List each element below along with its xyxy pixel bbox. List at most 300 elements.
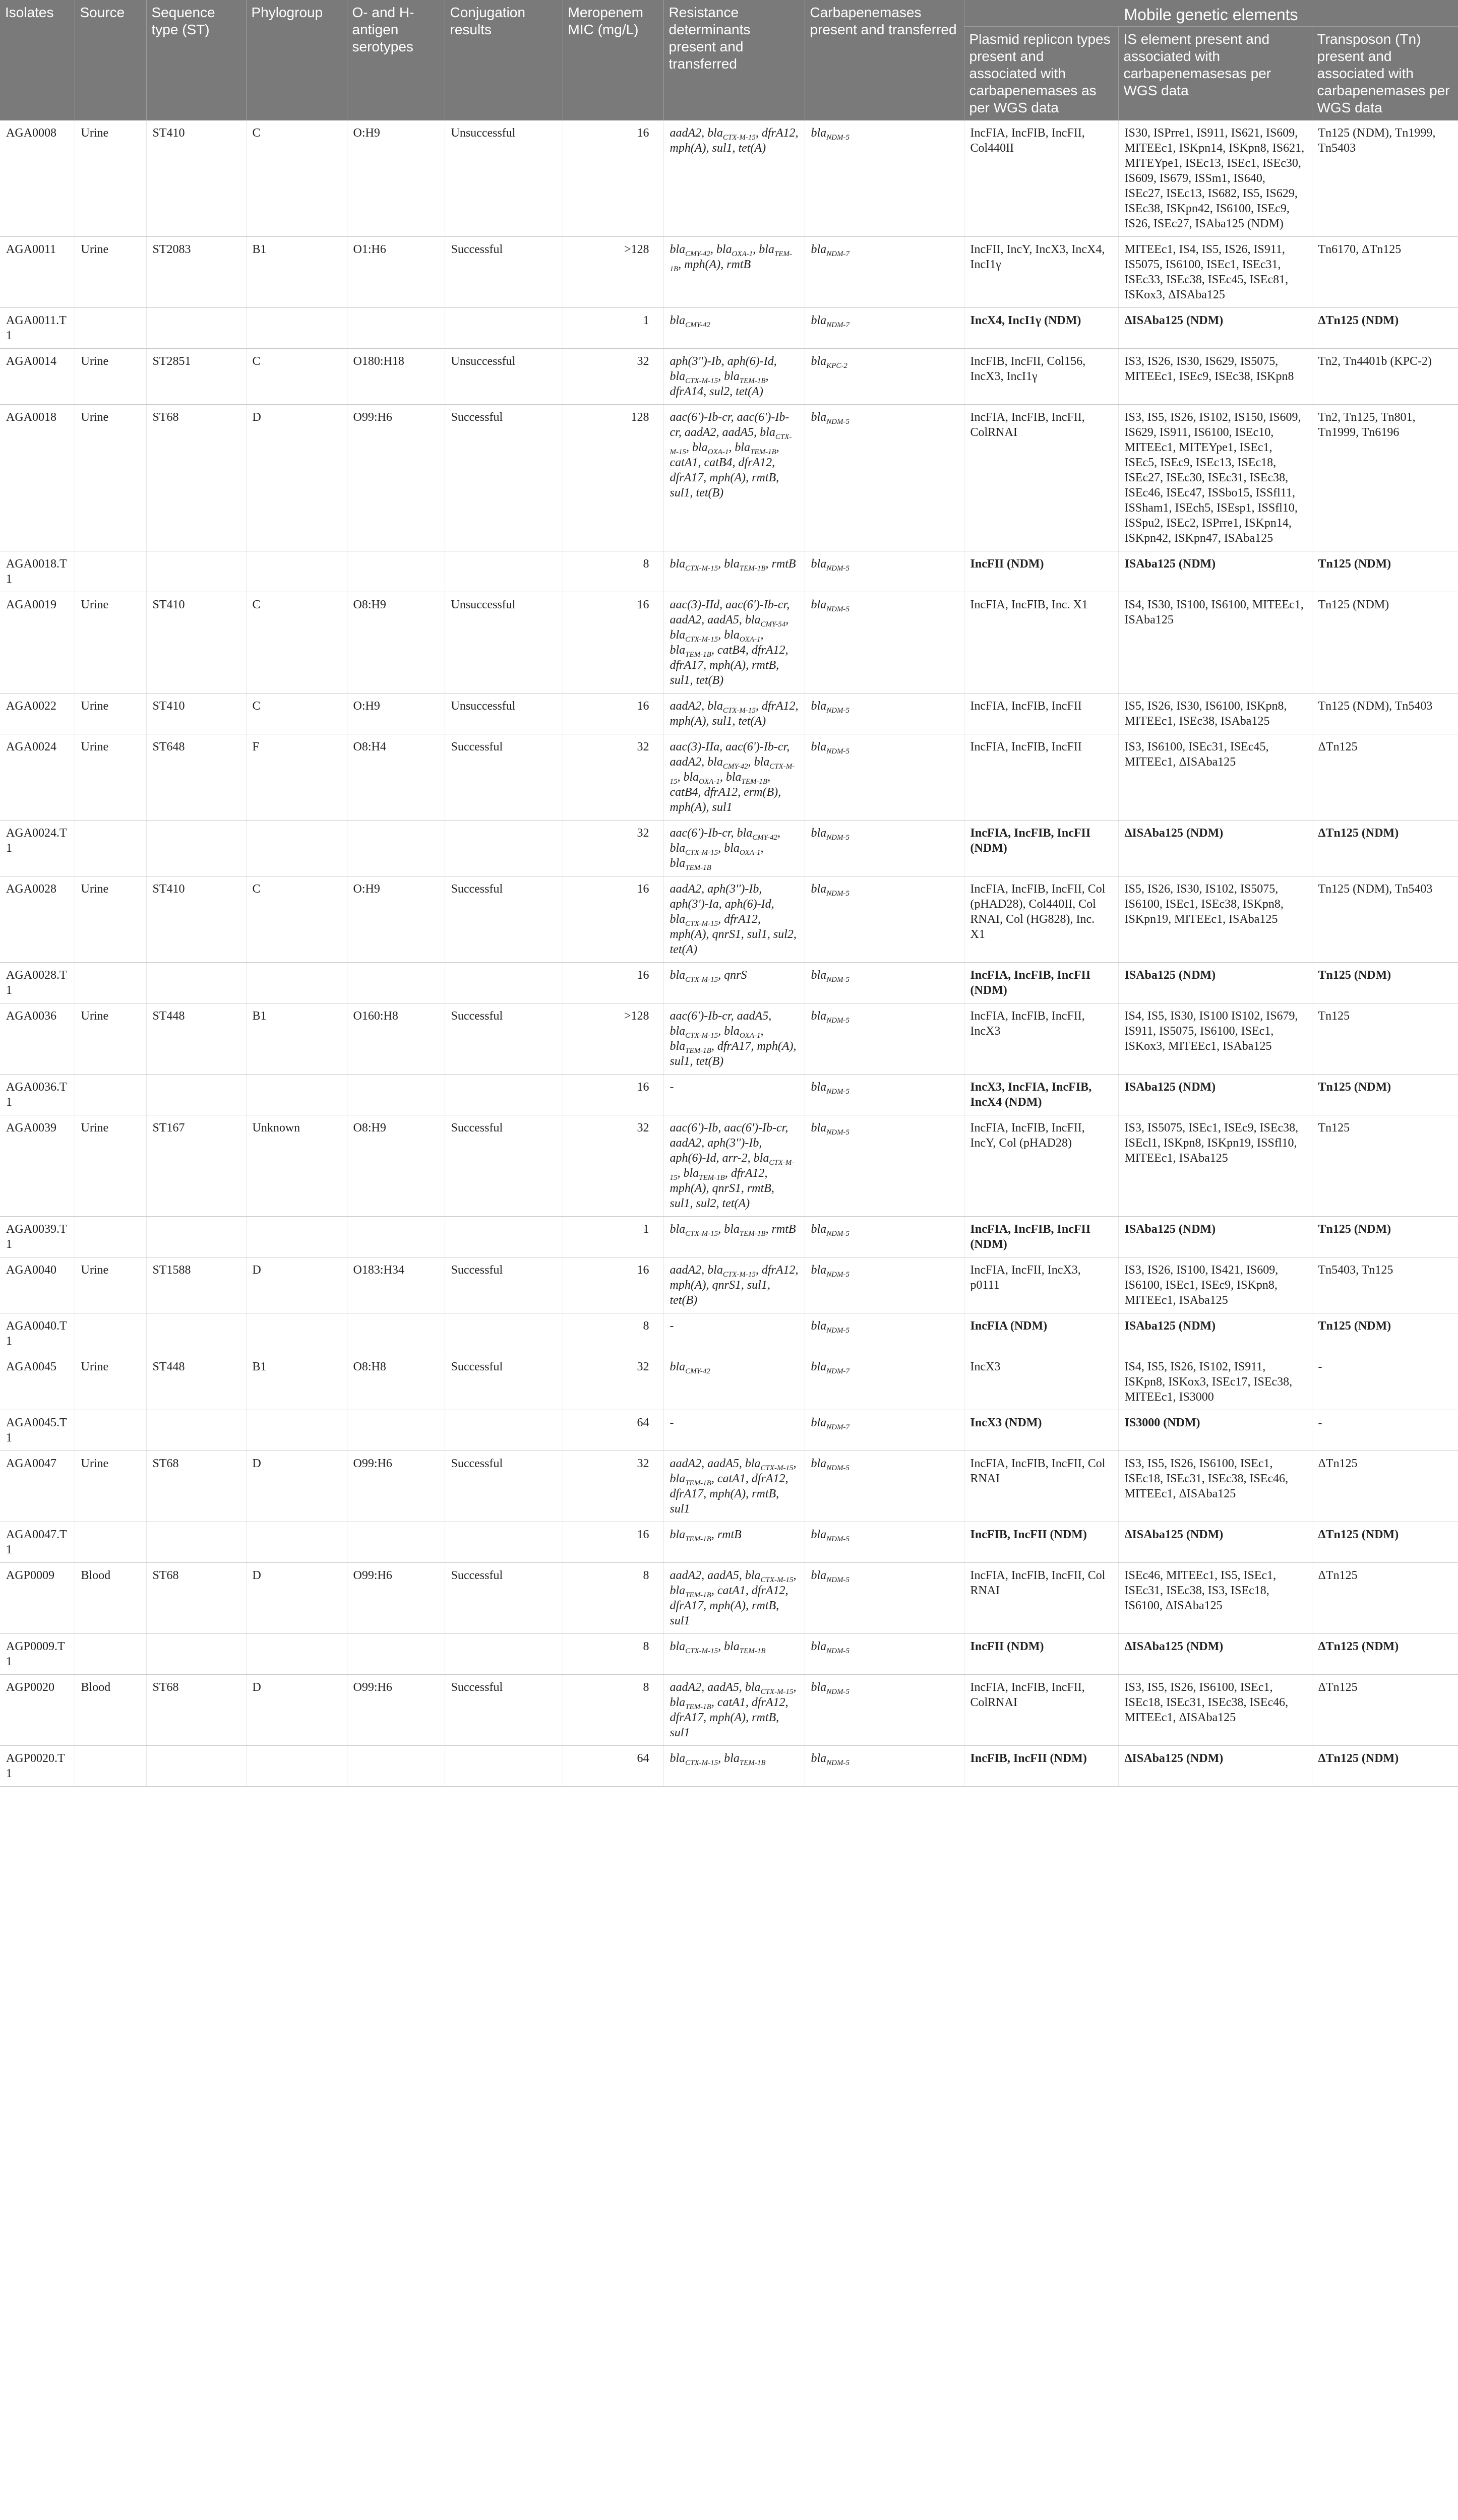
cell-mic: 32 bbox=[563, 1451, 663, 1522]
cell-plasmid: IncFIA, IncFIB, IncFII bbox=[964, 734, 1118, 821]
cell-is-element: ISAba125 (NDM) bbox=[1118, 1217, 1312, 1257]
cell-conjugation bbox=[445, 1522, 563, 1563]
cell-serotype: O8:H9 bbox=[347, 1115, 445, 1217]
cell-plasmid: IncFII, IncY, IncX3, IncX4, IncI1γ bbox=[964, 237, 1118, 308]
table-row bbox=[0, 963, 1458, 1003]
table-row bbox=[0, 1075, 1458, 1115]
cell-carbapenemase: bla$_{NDM-5}$ bbox=[805, 1522, 964, 1563]
cell-serotype bbox=[347, 1313, 445, 1354]
cell-resistance: bla$_{CMY-42}$ bbox=[663, 308, 805, 349]
cell-source bbox=[75, 821, 146, 876]
cell-source: Urine bbox=[75, 876, 146, 963]
cell-sequence-type: ST448 bbox=[146, 1003, 246, 1075]
cell-conjugation bbox=[445, 1410, 563, 1451]
cell-isolate: AGA0018.T1 bbox=[0, 551, 75, 592]
cell-mic: 128 bbox=[563, 405, 663, 551]
cell-serotype: O183:H34 bbox=[347, 1257, 445, 1313]
cell-isolate: AGA0040.T1 bbox=[0, 1313, 75, 1354]
cell-plasmid: IncFIA, IncFIB, IncFII, IncX3 bbox=[964, 1003, 1118, 1075]
cell-transposon: Tn125 (NDM) bbox=[1312, 1217, 1458, 1257]
cell-source bbox=[75, 1522, 146, 1563]
cell-is-element: IS3, IS5, IS26, IS102, IS150, IS609, IS629, IS911, IS6100, ISEc10, MITEEc1, MITEYpe1, ISEc1, ISEc5, ISEc9, ISEc13, ISEc18, ISEc27, ISEc30, ISEc31, ISEc38, ISEc46, ISEc47, ISSbo15, ISSfl11, ISSham1, ISEch5, ISEsp1, ISSfl10, ISSpu2, ISEc2, ISPrre1, ISKpn14, ISKpn42, ISKpn47, ISAba125 bbox=[1118, 405, 1312, 551]
cell-resistance: aac(6')-Ib, aac(6')-Ib-cr, aadA2, aph(3'')-Ib, aph(6)-Id, arr-2, bla$_{CTX-M-15}$, bla$_{TEM-1B}$, dfrA12, mph(A), qnrS1, rmtB, sul1, sul2, tet(A) bbox=[663, 1115, 805, 1217]
cell-is-element: IS30, ISPrre1, IS911, IS621, IS609, MITEEc1, ISKpn14, ISKpn8, IS621, MITEYpe1, ISEc13, ISEc1, ISEc30, IS609, IS679, ISSm1, IS640, ISEc27, ISEc13, IS682, IS5, IS629, ISEc38, ISKpn42, IS6100, ISEc9, IS26, ISEc27, ISAba125 (NDM) bbox=[1118, 120, 1312, 237]
cell-resistance: bla$_{CTX-M-15}$, bla$_{TEM-1B}$, rmtB bbox=[663, 1217, 805, 1257]
cell-phylogroup bbox=[246, 963, 347, 1003]
cell-phylogroup: D bbox=[246, 1257, 347, 1313]
cell-is-element: IS3, IS26, IS100, IS421, IS609, IS6100, ISEc1, ISEc9, ISKpn8, MITEEc1, ISAba125 bbox=[1118, 1257, 1312, 1313]
cell-conjugation: Unsuccessful bbox=[445, 349, 563, 405]
table-row bbox=[0, 592, 1458, 694]
cell-transposon: Tn125 bbox=[1312, 1003, 1458, 1075]
cell-source: Urine bbox=[75, 1354, 146, 1410]
cell-mic: 32 bbox=[563, 821, 663, 876]
cell-isolate: AGA0024 bbox=[0, 734, 75, 821]
cell-phylogroup: Unknown bbox=[246, 1115, 347, 1217]
cell-isolate: AGA0028 bbox=[0, 876, 75, 963]
cell-sequence-type: ST2083 bbox=[146, 237, 246, 308]
cell-resistance: aac(6')-Ib-cr, aadA5, bla$_{CTX-M-15}$, bla$_{OXA-1}$, bla$_{TEM-1B}$, dfrA17, mph(A), sul1, tet(B) bbox=[663, 1003, 805, 1075]
cell-is-element: ΔISAba125 (NDM) bbox=[1118, 1634, 1312, 1675]
cell-plasmid: IncX3 (NDM) bbox=[964, 1410, 1118, 1451]
cell-carbapenemase: bla$_{NDM-5}$ bbox=[805, 405, 964, 551]
cell-plasmid: IncFIB, IncFII (NDM) bbox=[964, 1746, 1118, 1787]
cell-isolate: AGA0039.T1 bbox=[0, 1217, 75, 1257]
cell-conjugation bbox=[445, 308, 563, 349]
cell-resistance: aac(3)-IId, aac(6')-Ib-cr, aadA2, aadA5, bla$_{CMY-54}$, bla$_{CTX-M-15}$, bla$_{OXA-1}$, bla$_{TEM-1B}$, catB4, dfrA12, dfrA17, mph(A), rmtB, sul1, tet(B) bbox=[663, 592, 805, 694]
cell-sequence-type bbox=[146, 1217, 246, 1257]
header-resistance: Resistance determinants present and transferred bbox=[663, 0, 805, 120]
cell-isolate: AGA0045.T1 bbox=[0, 1410, 75, 1451]
cell-carbapenemase: bla$_{NDM-7}$ bbox=[805, 1354, 964, 1410]
cell-carbapenemase: bla$_{NDM-5}$ bbox=[805, 1257, 964, 1313]
cell-isolate: AGA0047.T1 bbox=[0, 1522, 75, 1563]
cell-mic: 16 bbox=[563, 963, 663, 1003]
cell-transposon: Tn125 (NDM) bbox=[1312, 592, 1458, 694]
cell-serotype: O99:H6 bbox=[347, 1451, 445, 1522]
cell-serotype bbox=[347, 1410, 445, 1451]
cell-isolate: AGA0036.T1 bbox=[0, 1075, 75, 1115]
cell-resistance: aac(3)-IIa, aac(6')-Ib-cr, aadA2, bla$_{CMY-42}$, bla$_{CTX-M-15}$, bla$_{OXA-1}$, bla$_{TEM-1B}$, catB4, dfrA12, erm(B), mph(A), sul1 bbox=[663, 734, 805, 821]
cell-source: Urine bbox=[75, 405, 146, 551]
cell-sequence-type bbox=[146, 1522, 246, 1563]
header-is-element: IS element present and associated with carbapenemasesas per WGS data bbox=[1118, 27, 1312, 121]
cell-plasmid: IncFIA, IncFIB, IncFII, Col440II bbox=[964, 120, 1118, 237]
cell-is-element: ISAba125 (NDM) bbox=[1118, 1075, 1312, 1115]
cell-source: Urine bbox=[75, 1451, 146, 1522]
cell-serotype bbox=[347, 1217, 445, 1257]
cell-is-element: IS4, IS5, IS26, IS102, IS911, ISKpn8, ISKox3, ISEc17, ISEc38, MITEEc1, IS3000 bbox=[1118, 1354, 1312, 1410]
cell-source: Blood bbox=[75, 1563, 146, 1634]
cell-plasmid: IncFIB, IncFII, Col156, IncX3, IncI1γ bbox=[964, 349, 1118, 405]
cell-is-element: IS3, IS5, IS26, IS6100, ISEc1, ISEc18, ISEc31, ISEc38, ISEc46, MITEEc1, ΔISAba125 bbox=[1118, 1451, 1312, 1522]
cell-carbapenemase: bla$_{NDM-7}$ bbox=[805, 308, 964, 349]
cell-plasmid: IncFII (NDM) bbox=[964, 1634, 1118, 1675]
cell-is-element: IS5, IS26, IS30, IS6100, ISKpn8, MITEEc1, ISEc38, ISAba125 bbox=[1118, 694, 1312, 734]
cell-mic: 16 bbox=[563, 1257, 663, 1313]
cell-sequence-type: ST410 bbox=[146, 876, 246, 963]
cell-isolate: AGP0009 bbox=[0, 1563, 75, 1634]
cell-transposon: Tn125 (NDM) bbox=[1312, 551, 1458, 592]
cell-isolate: AGA0014 bbox=[0, 349, 75, 405]
cell-transposon: ΔTn125 (NDM) bbox=[1312, 821, 1458, 876]
cell-sequence-type bbox=[146, 1410, 246, 1451]
cell-source: Blood bbox=[75, 1675, 146, 1746]
cell-is-element: MITEEc1, IS4, IS5, IS26, IS911, IS5075, IS6100, ISEc1, ISEc31, ISEc33, ISEc38, ISEc45, ISEc81, ISKox3, ΔISAba125 bbox=[1118, 237, 1312, 308]
cell-carbapenemase: bla$_{NDM-5}$ bbox=[805, 1217, 964, 1257]
cell-transposon: Tn125 bbox=[1312, 1115, 1458, 1217]
cell-transposon: - bbox=[1312, 1354, 1458, 1410]
cell-serotype: O:H9 bbox=[347, 694, 445, 734]
cell-conjugation: Unsuccessful bbox=[445, 120, 563, 237]
cell-sequence-type: ST2851 bbox=[146, 349, 246, 405]
table-row bbox=[0, 1451, 1458, 1522]
cell-serotype: O160:H8 bbox=[347, 1003, 445, 1075]
cell-sequence-type bbox=[146, 1313, 246, 1354]
cell-transposon: ΔTn125 (NDM) bbox=[1312, 1746, 1458, 1787]
cell-mic: 8 bbox=[563, 1634, 663, 1675]
table-row bbox=[0, 349, 1458, 405]
cell-resistance: aadA2, aph(3'')-Ib, aph(3')-Ia, aph(6)-Id, bla$_{CTX-M-15}$, dfrA12, mph(A), qnrS1, sul1, sul2, tet(A) bbox=[663, 876, 805, 963]
cell-serotype: O99:H6 bbox=[347, 1675, 445, 1746]
cell-sequence-type: ST1588 bbox=[146, 1257, 246, 1313]
cell-conjugation: Successful bbox=[445, 405, 563, 551]
cell-mic: 8 bbox=[563, 1675, 663, 1746]
cell-transposon: ΔTn125 bbox=[1312, 734, 1458, 821]
cell-phylogroup: D bbox=[246, 1675, 347, 1746]
cell-mic: 32 bbox=[563, 349, 663, 405]
cell-phylogroup: C bbox=[246, 120, 347, 237]
cell-is-element: IS4, IS5, IS30, IS100 IS102, IS679, IS911, IS5075, IS6100, ISEc1, ISKox3, MITEEc1, ISAba125 bbox=[1118, 1003, 1312, 1075]
cell-carbapenemase: bla$_{NDM-5}$ bbox=[805, 876, 964, 963]
table-row bbox=[0, 237, 1458, 308]
cell-plasmid: IncFIA, IncFIB, IncFII (NDM) bbox=[964, 821, 1118, 876]
cell-transposon: - bbox=[1312, 1410, 1458, 1451]
cell-transposon: Tn125 (NDM), Tn5403 bbox=[1312, 876, 1458, 963]
cell-carbapenemase: bla$_{NDM-5}$ bbox=[805, 1675, 964, 1746]
cell-sequence-type: ST410 bbox=[146, 694, 246, 734]
cell-transposon: Tn125 (NDM) bbox=[1312, 963, 1458, 1003]
cell-phylogroup bbox=[246, 1217, 347, 1257]
cell-is-element: ΔISAba125 (NDM) bbox=[1118, 1522, 1312, 1563]
cell-isolate: AGP0020 bbox=[0, 1675, 75, 1746]
cell-source bbox=[75, 1746, 146, 1787]
cell-source: Urine bbox=[75, 1257, 146, 1313]
cell-isolate: AGP0009.T1 bbox=[0, 1634, 75, 1675]
cell-resistance: aac(6')-Ib-cr, bla$_{CMY-42}$, bla$_{CTX-M-15}$, bla$_{OXA-1}$, bla$_{TEM-1B}$ bbox=[663, 821, 805, 876]
cell-conjugation: Successful bbox=[445, 1003, 563, 1075]
cell-sequence-type bbox=[146, 821, 246, 876]
cell-conjugation bbox=[445, 963, 563, 1003]
cell-conjugation: Successful bbox=[445, 1257, 563, 1313]
cell-conjugation bbox=[445, 1634, 563, 1675]
table-row bbox=[0, 1354, 1458, 1410]
header-plasmid: Plasmid replicon types present and associated with carbapenemases as per WGS data bbox=[964, 27, 1118, 121]
cell-conjugation: Successful bbox=[445, 1451, 563, 1522]
cell-transposon: Tn125 (NDM) bbox=[1312, 1075, 1458, 1115]
cell-source: Urine bbox=[75, 734, 146, 821]
cell-transposon: Tn125 (NDM), Tn5403 bbox=[1312, 694, 1458, 734]
cell-isolate: AGA0040 bbox=[0, 1257, 75, 1313]
cell-carbapenemase: bla$_{NDM-5}$ bbox=[805, 1003, 964, 1075]
cell-mic: 8 bbox=[563, 1563, 663, 1634]
table-row bbox=[0, 1634, 1458, 1675]
cell-conjugation: Successful bbox=[445, 734, 563, 821]
cell-is-element: ΔISAba125 (NDM) bbox=[1118, 308, 1312, 349]
table-row bbox=[0, 405, 1458, 551]
cell-serotype: O1:H6 bbox=[347, 237, 445, 308]
header-carbapenemases: Carbapenemases present and transferred bbox=[805, 0, 964, 120]
cell-resistance: - bbox=[663, 1313, 805, 1354]
cell-sequence-type: ST68 bbox=[146, 1675, 246, 1746]
cell-is-element: IS3, IS26, IS30, IS629, IS5075, MITEEc1, ISEc9, ISEc38, ISKpn8 bbox=[1118, 349, 1312, 405]
cell-sequence-type: ST68 bbox=[146, 405, 246, 551]
cell-plasmid: IncFIA, IncFIB, IncFII, ColRNAI bbox=[964, 1675, 1118, 1746]
cell-transposon: Tn5403, Tn125 bbox=[1312, 1257, 1458, 1313]
cell-mic: 32 bbox=[563, 734, 663, 821]
table-body bbox=[0, 120, 1458, 1787]
cell-source bbox=[75, 1313, 146, 1354]
cell-isolate: AGA0024.T1 bbox=[0, 821, 75, 876]
cell-is-element: IS3, IS5, IS26, IS6100, ISEc1, ISEc18, ISEc31, ISEc38, ISEc46, MITEEc1, ΔISAba125 bbox=[1118, 1675, 1312, 1746]
cell-carbapenemase: bla$_{NDM-7}$ bbox=[805, 237, 964, 308]
cell-is-element: IS4, IS30, IS100, IS6100, MITEEc1, ISAba125 bbox=[1118, 592, 1312, 694]
cell-phylogroup bbox=[246, 1746, 347, 1787]
cell-sequence-type bbox=[146, 308, 246, 349]
cell-sequence-type bbox=[146, 1075, 246, 1115]
cell-resistance: bla$_{CTX-M-15}$, bla$_{TEM-1B}$, rmtB bbox=[663, 551, 805, 592]
table-row bbox=[0, 1410, 1458, 1451]
header-mic: Meropenem MIC (mg/L) bbox=[563, 0, 663, 120]
header-source: Source bbox=[75, 0, 146, 120]
cell-transposon: ΔTn125 (NDM) bbox=[1312, 1522, 1458, 1563]
header-conjugation: Conjugation results bbox=[445, 0, 563, 120]
cell-carbapenemase: bla$_{NDM-5}$ bbox=[805, 1746, 964, 1787]
cell-conjugation bbox=[445, 551, 563, 592]
cell-plasmid: IncFII (NDM) bbox=[964, 551, 1118, 592]
cell-is-element: ΔISAba125 (NDM) bbox=[1118, 821, 1312, 876]
cell-serotype bbox=[347, 1746, 445, 1787]
cell-carbapenemase: bla$_{NDM-5}$ bbox=[805, 551, 964, 592]
table-row bbox=[0, 1115, 1458, 1217]
cell-source bbox=[75, 1410, 146, 1451]
cell-serotype: O99:H6 bbox=[347, 1563, 445, 1634]
table-row bbox=[0, 734, 1458, 821]
cell-conjugation bbox=[445, 1217, 563, 1257]
cell-carbapenemase: bla$_{NDM-5}$ bbox=[805, 592, 964, 694]
cell-phylogroup: D bbox=[246, 1451, 347, 1522]
cell-serotype: O180:H18 bbox=[347, 349, 445, 405]
table-row bbox=[0, 308, 1458, 349]
cell-sequence-type: ST410 bbox=[146, 592, 246, 694]
cell-is-element: IS5, IS26, IS30, IS102, IS5075, IS6100, ISEc1, ISEc38, ISKpn8, ISKpn19, MITEEc1, ISAba125 bbox=[1118, 876, 1312, 963]
cell-phylogroup bbox=[246, 308, 347, 349]
cell-isolate: AGA0008 bbox=[0, 120, 75, 237]
cell-mic: 8 bbox=[563, 551, 663, 592]
cell-isolate: AGA0019 bbox=[0, 592, 75, 694]
cell-serotype bbox=[347, 551, 445, 592]
cell-conjugation: Successful bbox=[445, 237, 563, 308]
cell-mic: 16 bbox=[563, 1075, 663, 1115]
cell-phylogroup: C bbox=[246, 349, 347, 405]
cell-sequence-type: ST410 bbox=[146, 120, 246, 237]
cell-source: Urine bbox=[75, 120, 146, 237]
cell-isolate: AGA0022 bbox=[0, 694, 75, 734]
cell-plasmid: IncFIA, IncFII, IncX3, p0111 bbox=[964, 1257, 1118, 1313]
cell-mic: 8 bbox=[563, 1313, 663, 1354]
cell-is-element: IS3000 (NDM) bbox=[1118, 1410, 1312, 1451]
cell-source: Urine bbox=[75, 349, 146, 405]
cell-carbapenemase: bla$_{KPC-2}$ bbox=[805, 349, 964, 405]
cell-serotype bbox=[347, 1075, 445, 1115]
cell-carbapenemase: bla$_{NDM-5}$ bbox=[805, 120, 964, 237]
header-sequence-type: Sequence type (ST) bbox=[146, 0, 246, 120]
cell-resistance: bla$_{CTX-M-15}$, bla$_{TEM-1B}$ bbox=[663, 1634, 805, 1675]
table-row bbox=[0, 1563, 1458, 1634]
cell-plasmid: IncFIA, IncFIB, IncFII, Col RNAI bbox=[964, 1451, 1118, 1522]
table-row bbox=[0, 120, 1458, 237]
cell-resistance: aadA2, bla$_{CTX-M-15}$, dfrA12, mph(A), qnrS1, sul1, tet(B) bbox=[663, 1257, 805, 1313]
cell-sequence-type bbox=[146, 551, 246, 592]
cell-serotype: O8:H8 bbox=[347, 1354, 445, 1410]
cell-phylogroup: C bbox=[246, 876, 347, 963]
cell-conjugation: Successful bbox=[445, 876, 563, 963]
cell-resistance: bla$_{CTX-M-15}$, qnrS bbox=[663, 963, 805, 1003]
cell-transposon: ΔTn125 bbox=[1312, 1451, 1458, 1522]
cell-mic: 32 bbox=[563, 1354, 663, 1410]
cell-carbapenemase: bla$_{NDM-5}$ bbox=[805, 734, 964, 821]
table-row bbox=[0, 1675, 1458, 1746]
cell-source: Urine bbox=[75, 1115, 146, 1217]
cell-mic: >128 bbox=[563, 1003, 663, 1075]
cell-serotype: O:H9 bbox=[347, 120, 445, 237]
cell-resistance: aadA2, bla$_{CTX-M-15}$, dfrA12, mph(A), sul1, tet(A) bbox=[663, 120, 805, 237]
cell-conjugation bbox=[445, 1075, 563, 1115]
cell-is-element: ISAba125 (NDM) bbox=[1118, 551, 1312, 592]
cell-carbapenemase: bla$_{NDM-5}$ bbox=[805, 1451, 964, 1522]
cell-conjugation bbox=[445, 1313, 563, 1354]
cell-resistance: aadA2, aadA5, bla$_{CTX-M-15}$, bla$_{TEM-1B}$, catA1, dfrA12, dfrA17, mph(A), rmtB, sul1 bbox=[663, 1451, 805, 1522]
cell-plasmid: IncFIA, IncFIB, IncFII (NDM) bbox=[964, 963, 1118, 1003]
cell-phylogroup: F bbox=[246, 734, 347, 821]
table-row bbox=[0, 1217, 1458, 1257]
table-row bbox=[0, 551, 1458, 592]
cell-isolate: AGA0018 bbox=[0, 405, 75, 551]
cell-resistance: - bbox=[663, 1075, 805, 1115]
cell-conjugation: Successful bbox=[445, 1563, 563, 1634]
cell-mic: 16 bbox=[563, 592, 663, 694]
cell-sequence-type bbox=[146, 963, 246, 1003]
cell-plasmid: IncFIA (NDM) bbox=[964, 1313, 1118, 1354]
cell-source: Urine bbox=[75, 592, 146, 694]
table-row bbox=[0, 1257, 1458, 1313]
header-phylogroup: Phylogroup bbox=[246, 0, 347, 120]
cell-isolate: AGA0047 bbox=[0, 1451, 75, 1522]
cell-isolate: AGA0039 bbox=[0, 1115, 75, 1217]
cell-sequence-type bbox=[146, 1634, 246, 1675]
cell-plasmid: IncFIA, IncFIB, IncFII, ColRNAI bbox=[964, 405, 1118, 551]
cell-is-element: ISEc46, MITEEc1, IS5, ISEc1, ISEc31, ISEc38, IS3, ISEc18, IS6100, ΔISAba125 bbox=[1118, 1563, 1312, 1634]
cell-conjugation: Successful bbox=[445, 1354, 563, 1410]
cell-carbapenemase: bla$_{NDM-7}$ bbox=[805, 1410, 964, 1451]
cell-resistance: bla$_{TEM-1B}$, rmtB bbox=[663, 1522, 805, 1563]
cell-carbapenemase: bla$_{NDM-5}$ bbox=[805, 694, 964, 734]
cell-resistance: aac(6')-Ib-cr, aac(6')-Ib-cr, aadA2, aadA5, bla$_{CTX-M-15}$, bla$_{OXA-1}$, bla$_{TEM-1B}$, catA1, catB4, dfrA12, dfrA17, mph(A), rmtB, sul1, tet(B) bbox=[663, 405, 805, 551]
cell-source bbox=[75, 308, 146, 349]
cell-mic: 64 bbox=[563, 1746, 663, 1787]
cell-is-element: IS3, IS6100, ISEc31, ISEc45, MITEEc1, ΔISAba125 bbox=[1118, 734, 1312, 821]
cell-isolate: AGP0020.T1 bbox=[0, 1746, 75, 1787]
cell-phylogroup: B1 bbox=[246, 237, 347, 308]
cell-plasmid: IncFIA, IncFIB, IncFII, IncY, Col (pHAD28) bbox=[964, 1115, 1118, 1217]
table-row bbox=[0, 1313, 1458, 1354]
cell-phylogroup: D bbox=[246, 1563, 347, 1634]
cell-sequence-type: ST68 bbox=[146, 1563, 246, 1634]
cell-plasmid: IncFIA, IncFIB, Inc. X1 bbox=[964, 592, 1118, 694]
cell-resistance: aadA2, bla$_{CTX-M-15}$, dfrA12, mph(A), sul1, tet(A) bbox=[663, 694, 805, 734]
header-mobile-genetic-elements: Mobile genetic elements bbox=[964, 0, 1458, 27]
cell-sequence-type: ST68 bbox=[146, 1451, 246, 1522]
cell-transposon: Tn2, Tn125, Tn801, Tn1999, Tn6196 bbox=[1312, 405, 1458, 551]
cell-carbapenemase: bla$_{NDM-5}$ bbox=[805, 963, 964, 1003]
cell-plasmid: IncX3 bbox=[964, 1354, 1118, 1410]
cell-mic: 16 bbox=[563, 1522, 663, 1563]
cell-transposon: Tn6170, ΔTn125 bbox=[1312, 237, 1458, 308]
cell-resistance: bla$_{CTX-M-15}$, bla$_{TEM-1B}$ bbox=[663, 1746, 805, 1787]
cell-is-element: ISAba125 (NDM) bbox=[1118, 963, 1312, 1003]
cell-source bbox=[75, 1075, 146, 1115]
cell-source: Urine bbox=[75, 1003, 146, 1075]
cell-phylogroup: B1 bbox=[246, 1354, 347, 1410]
cell-is-element: IS3, IS5075, ISEc1, ISEc9, ISEc38, ISEcl1, ISKpn8, ISKpn19, ISSfl10, MITEEc1, ISAba125 bbox=[1118, 1115, 1312, 1217]
cell-serotype: O8:H9 bbox=[347, 592, 445, 694]
cell-resistance: aadA2, aadA5, bla$_{CTX-M-15}$, bla$_{TEM-1B}$, catA1, dfrA12, dfrA17, mph(A), rmtB, sul1 bbox=[663, 1675, 805, 1746]
cell-phylogroup: C bbox=[246, 694, 347, 734]
cell-carbapenemase: bla$_{NDM-5}$ bbox=[805, 1313, 964, 1354]
cell-serotype bbox=[347, 308, 445, 349]
cell-phylogroup: C bbox=[246, 592, 347, 694]
cell-resistance: bla$_{CMY-42}$ bbox=[663, 1354, 805, 1410]
cell-resistance: aadA2, aadA5, bla$_{CTX-M-15}$, bla$_{TEM-1B}$, catA1, dfrA12, dfrA17, mph(A), rmtB, sul1 bbox=[663, 1563, 805, 1634]
cell-isolate: AGA0028.T1 bbox=[0, 963, 75, 1003]
cell-resistance: bla$_{CMY-42}$, bla$_{OXA-1}$, bla$_{TEM-1B}$, mph(A), rmtB bbox=[663, 237, 805, 308]
cell-transposon: ΔTn125 bbox=[1312, 1563, 1458, 1634]
cell-serotype: O8:H4 bbox=[347, 734, 445, 821]
cell-conjugation: Successful bbox=[445, 1115, 563, 1217]
cell-serotype: O99:H6 bbox=[347, 405, 445, 551]
cell-plasmid: IncX4, IncI1γ (NDM) bbox=[964, 308, 1118, 349]
cell-conjugation: Successful bbox=[445, 1675, 563, 1746]
cell-mic: 1 bbox=[563, 1217, 663, 1257]
table-row bbox=[0, 1003, 1458, 1075]
cell-source bbox=[75, 1634, 146, 1675]
cell-phylogroup bbox=[246, 1313, 347, 1354]
cell-phylogroup bbox=[246, 1410, 347, 1451]
cell-is-element: ISAba125 (NDM) bbox=[1118, 1313, 1312, 1354]
cell-conjugation bbox=[445, 1746, 563, 1787]
cell-source: Urine bbox=[75, 237, 146, 308]
cell-mic: 16 bbox=[563, 694, 663, 734]
cell-carbapenemase: bla$_{NDM-5}$ bbox=[805, 821, 964, 876]
cell-sequence-type: ST167 bbox=[146, 1115, 246, 1217]
cell-serotype: O:H9 bbox=[347, 876, 445, 963]
cell-transposon: Tn2, Tn4401b (KPC-2) bbox=[1312, 349, 1458, 405]
cell-conjugation: Unsuccessful bbox=[445, 694, 563, 734]
cell-phylogroup bbox=[246, 1634, 347, 1675]
cell-mic: >128 bbox=[563, 237, 663, 308]
cell-mic: 1 bbox=[563, 308, 663, 349]
cell-phylogroup: B1 bbox=[246, 1003, 347, 1075]
